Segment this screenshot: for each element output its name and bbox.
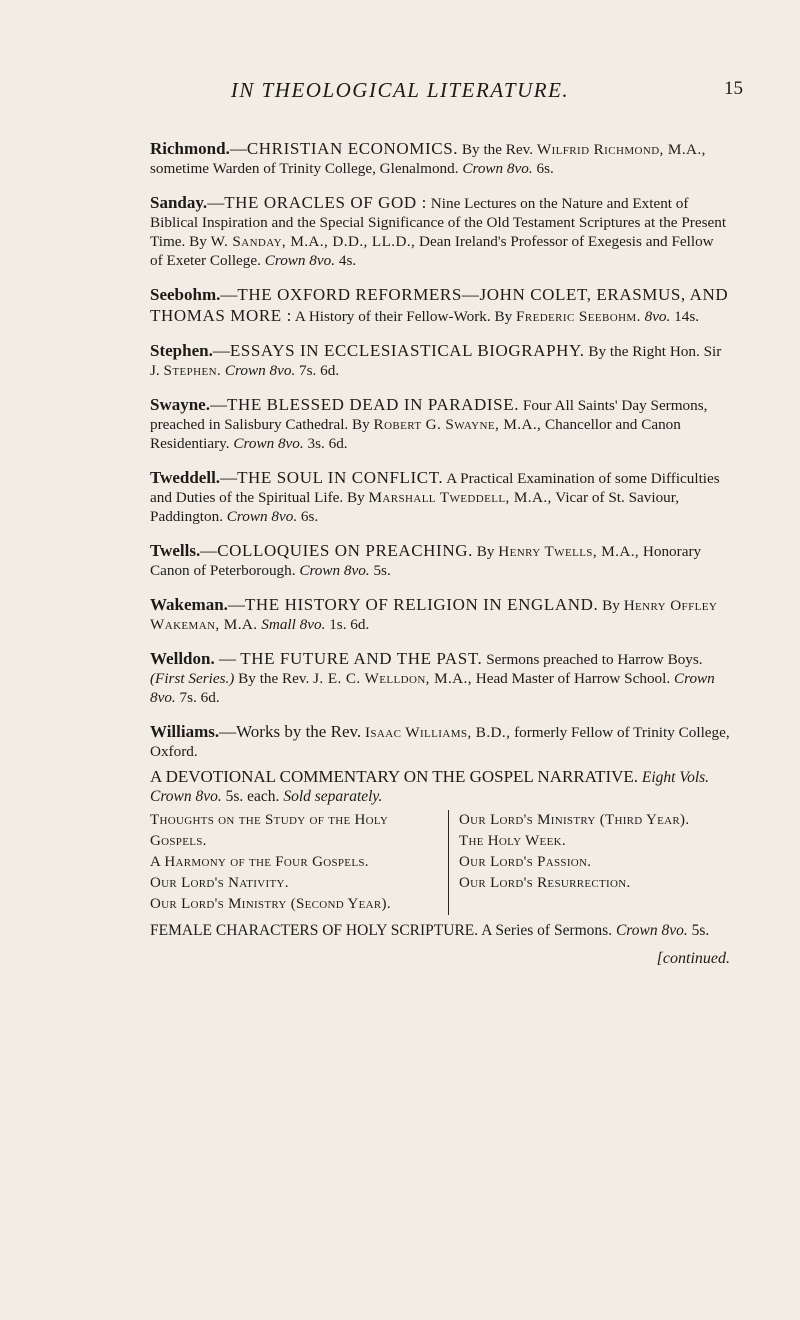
volume-item: Our Lord's Nativity.	[150, 875, 289, 891]
entry-price: 7s. 6d.	[179, 689, 220, 706]
entry-title: ESSAYS IN ECCLESIASTICAL BIOGRAPHY.	[229, 341, 585, 360]
entry-price: 5s.	[373, 562, 391, 579]
entry-description: A History of their Fellow-Work. By	[294, 308, 513, 325]
volume-list-right	[448, 810, 689, 915]
entry-description: Sermons preached to Harrow Boys.	[486, 651, 703, 668]
entry-format: Crown 8vo.	[226, 508, 298, 525]
volume-item: Thoughts on the Study of the Holy Gospels.	[150, 812, 389, 849]
page-number: 15	[724, 78, 743, 99]
entry-title: THE FUTURE AND THE PAST.	[240, 649, 483, 668]
entry-format: Crown 8vo.	[150, 670, 715, 706]
devotional-sold: Sold separately.	[283, 788, 383, 805]
entry-byline-name: Isaac Williams, B.D.,	[364, 724, 511, 741]
entry-format: Crown 8vo.	[224, 362, 296, 379]
entry-price: 6s.	[300, 508, 319, 525]
entry-byline-name: W. Sanday, M.A., D.D., LL.D.,	[210, 233, 416, 250]
entry-title: THE BLESSED DEAD IN PARADISE.	[226, 395, 520, 414]
entry-price: 3s. 6d.	[307, 435, 348, 452]
entry-format: Small 8vo.	[261, 616, 326, 633]
entry-author: Wakeman.	[150, 595, 228, 614]
volume-item: Our Lord's Resurrection.	[459, 875, 631, 891]
entry-author: Richmond.	[150, 139, 230, 158]
catalogue-entry-wakeman: Wakeman.—THE HISTORY OF RELIGION IN ENGLAND. By Henry Offley Wakeman, M.A. Small 8vo. 1s. 6d.	[150, 595, 718, 633]
entry-byline-name: Henry Twells, M.A.,	[498, 543, 640, 560]
catalogue-entry-williams: Williams.—Works by the Rev. Isaac Williams, B.D., formerly Fellow of Trinity College, Oxford.	[150, 722, 730, 760]
entry-format: Crown 8vo.	[264, 252, 336, 269]
catalogue-entry-tweddell: Tweddell.—THE SOUL IN CONFLICT. A Practical Examination of some Difficulties and Duties of the Spiritual Life. By Marshall Tweddell, M.A., Vicar of St. Saviour, Paddington. Crown 8vo. 6s.	[150, 468, 720, 525]
entry-format: Crown 8vo.	[233, 435, 304, 452]
entry-byline-name: Frederic Seebohm.	[516, 308, 641, 325]
catalogue-entries	[150, 138, 730, 968]
entry-author: Twells.	[150, 541, 201, 560]
entry-byline-prefix: By	[602, 597, 620, 614]
catalogue-entry-twells: Twells.—COLLOQUIES ON PREACHING. By Henry Twells, M.A., Honorary Canon of Peterborough. Crown 8vo. 5s.	[150, 541, 702, 579]
devotional-title: A DEVOTIONAL COMMENTARY ON THE GOSPEL NARRATIVE.	[150, 767, 639, 786]
entry-price: 14s.	[674, 308, 700, 325]
devotional-format: Crown 8vo.	[150, 788, 222, 805]
entry-title: THE SOUL IN CONFLICT.	[237, 468, 444, 487]
entry-description-2: Dean Ireland's Professor of Exegesis and Fellow of Exeter College.	[150, 233, 714, 269]
entry-description: Nine Lectures on the Nature and Extent of Biblical Inspiration and the Special Significance of the Old Testament Scriptures at the Present Time. By	[150, 195, 727, 250]
entry-byline-name: J. E. C. Welldon, M.A.,	[313, 670, 472, 687]
volume-list	[150, 810, 730, 915]
female-characters-entry	[150, 921, 730, 940]
entry-price: 6s.	[536, 160, 554, 177]
entry-price: 4s.	[338, 252, 357, 269]
entry-description-2: formerly Fellow of Trinity College, Oxford.	[150, 724, 730, 760]
entry-format: Crown 8vo.	[462, 160, 533, 177]
entry-title: CHRISTIAN ECONOMICS.	[246, 139, 459, 158]
entry-title: COLLOQUIES ON PREACHING.	[217, 541, 473, 560]
catalogue-entry-stephen: Stephen.—ESSAYS IN ECCLESIASTICAL BIOGRAPHY. By the Right Hon. Sir J. Stephen. Crown 8vo. 7s. 6d.	[150, 341, 722, 379]
devotional-commentary-entry	[150, 767, 730, 806]
volume-list-left	[150, 810, 448, 915]
entry-author: Welldon.	[150, 649, 215, 668]
entry-format: Crown 8vo.	[299, 562, 370, 579]
catalogue-entry-swayne: Swayne.—THE BLESSED DEAD IN PARADISE. Four All Saints' Day Sermons, preached in Salisbury Cathedral. By Robert G. Swayne, M.A., Chancellor and Canon Residentiary. Crown 8vo. 3s. 6d.	[150, 395, 708, 452]
female-format: Crown 8vo.	[615, 922, 688, 939]
entry-author: Stephen.	[150, 341, 213, 360]
entry-byline-prefix: By	[476, 543, 495, 560]
volume-item: Our Lord's Passion.	[459, 854, 592, 870]
running-title: IN THEOLOGICAL LITERATURE.	[230, 78, 570, 102]
entry-price: 1s. 6d.	[329, 616, 370, 633]
catalogue-entry-richmond: Richmond.—CHRISTIAN ECONOMICS. By the Rev. Wilfrid Richmond, M.A., sometime Warden of Trinity College, Glenalmond. Crown 8vo. 6s.	[150, 139, 706, 177]
entry-author: Seebohm.	[150, 285, 221, 304]
entry-byline-name: Marshall Tweddell, M.A.,	[368, 489, 552, 506]
entry-byline-prefix: By the Rev.	[238, 670, 310, 687]
entry-author: Swayne.	[150, 395, 210, 414]
entry-author: Sanday.	[150, 193, 208, 212]
entry-series: (First Series.)	[150, 670, 235, 687]
volume-item: Our Lord's Ministry (Third Year).	[459, 812, 690, 828]
entry-format: 8vo.	[644, 308, 671, 325]
entry-author: Tweddell.	[150, 468, 221, 487]
entry-byline-name: Wilfrid Richmond, M.A.,	[536, 141, 706, 158]
continued-note: [continued.	[656, 950, 730, 967]
volume-item: Our Lord's Ministry (Second Year).	[150, 896, 391, 912]
volume-item: A Harmony of the Four Gospels.	[150, 854, 369, 870]
catalogue-entry-welldon: Welldon. — THE FUTURE AND THE PAST. Sermons preached to Harrow Boys. (First Series.) By the Rev. J. E. C. Welldon, M.A., Head Master of Harrow School. Crown 8vo. 7s. 6d.	[150, 649, 715, 706]
catalogue-entry-seebohm: Seebohm.—THE OXFORD REFORMERS—JOHN COLET, ERASMUS, AND THOMAS MORE : A History of their Fellow-Work. By Frederic Seebohm. 8vo. 14s.	[150, 285, 729, 325]
entry-title: THE HISTORY OF RELIGION IN ENGLAND.	[244, 595, 599, 614]
entry-byline-name: Henry Offley Wakeman, M.A.	[150, 597, 718, 633]
entry-author: Williams.	[150, 722, 220, 741]
catalogue-entry-sanday: Sanday.—THE ORACLES OF GOD : Nine Lectures on the Nature and Extent of Biblical Inspiration and the Special Significance of the Old Testament Scriptures at the Present Time. By W. Sanday, M.A., D.D., LL.D., Dean Ireland's Professor of Exegesis and Fellow of Exeter College. Crown 8vo. 4s.	[150, 193, 727, 269]
female-description: A Series of Sermons.	[481, 922, 613, 939]
entry-title: THE ORACLES OF GOD :	[224, 193, 427, 212]
female-title: FEMALE CHARACTERS OF HOLY SCRIPTURE.	[150, 922, 479, 939]
entry-description: A Practical Examination of some Difficulties and Duties of the Spiritual Life. By	[150, 470, 720, 506]
entry-description-2: Honorary Canon of Peterborough.	[150, 543, 702, 579]
entry-description-2: Vicar of St. Saviour, Paddington.	[150, 489, 680, 525]
entry-price: 7s. 6d.	[299, 362, 340, 379]
entry-byline-prefix: By the Rev.	[461, 141, 534, 158]
devotional-volumes: Eight Vols.	[641, 769, 710, 786]
entry-description-2: Head Master of Harrow School.	[475, 670, 671, 687]
entry-description: Works by the Rev.	[236, 722, 362, 741]
entry-description-2: Chancellor and Canon Residentiary.	[150, 416, 681, 452]
entry-byline-name: Stephen.	[163, 362, 222, 379]
entry-byline-name: Robert G. Swayne, M.A.,	[373, 416, 542, 433]
devotional-price: 5s. each.	[225, 788, 280, 805]
female-price: 5s.	[691, 922, 710, 939]
entry-byline-prefix: By the Right Hon. Sir J.	[150, 343, 722, 379]
entry-description: sometime Warden of Trinity College, Glenalmond.	[150, 160, 459, 177]
volume-item: The Holy Week.	[459, 833, 566, 849]
entry-description: Four All Saints' Day Sermons, preached in Salisbury Cathedral. By	[150, 397, 708, 433]
entry-title: THE OXFORD REFORMERS—JOHN COLET, ERASMUS, AND THOMAS MORE :	[150, 285, 729, 325]
